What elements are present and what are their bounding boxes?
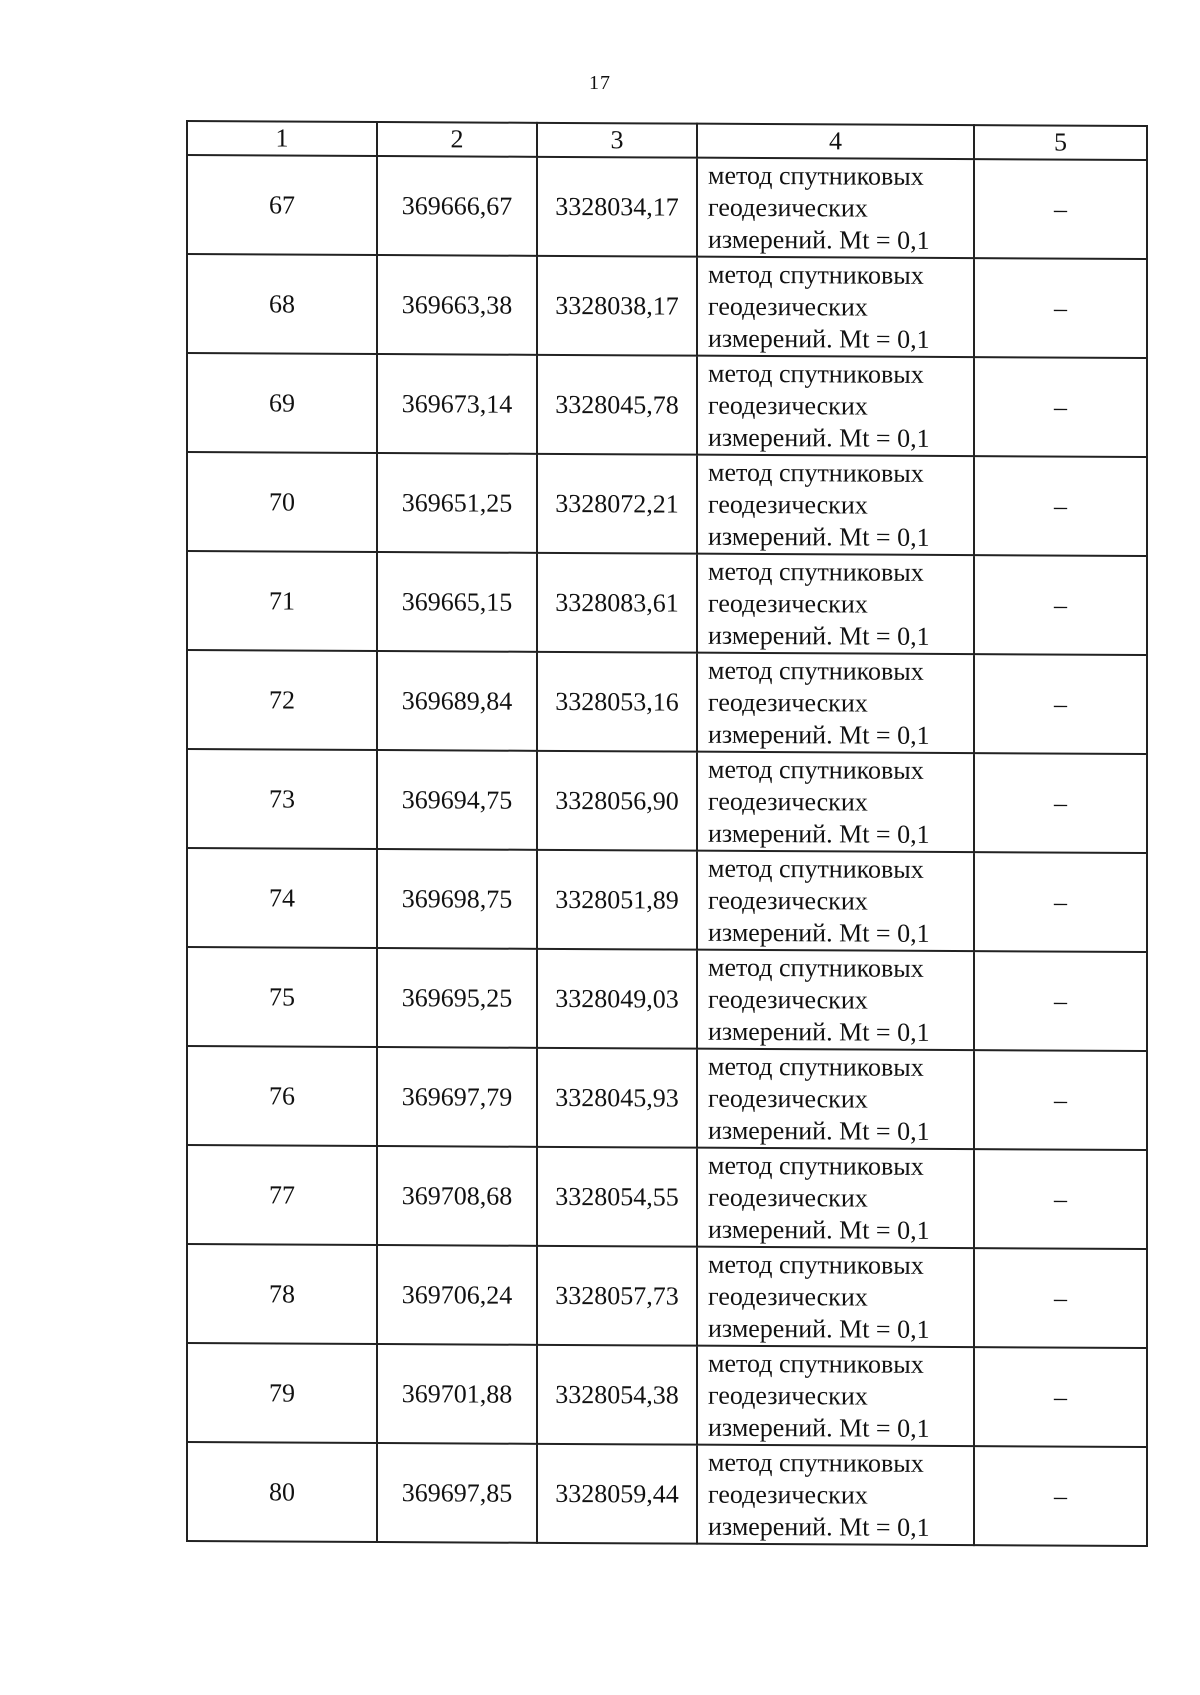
method-line: геодезических: [708, 1479, 868, 1510]
method-line: метод спутниковых: [708, 754, 924, 785]
method-line: геодезических: [708, 885, 868, 916]
method-cell: [697, 1049, 974, 1149]
method-cell: [697, 851, 974, 951]
table-row: [187, 947, 1147, 1051]
method-line: измерений. Mt = 0,1: [708, 323, 930, 354]
point-number-cell: 80: [187, 1442, 377, 1542]
header-col-2: 2: [377, 122, 537, 157]
method-cell: [697, 158, 974, 258]
note-cell: –: [974, 159, 1147, 259]
coordinate-y-cell: 3328051,89: [537, 850, 697, 950]
method-cell: [697, 752, 974, 852]
method-line: геодезических: [708, 1380, 868, 1411]
coordinate-y-cell: 3328083,61: [537, 553, 697, 653]
coordinate-y-cell: 3328054,38: [537, 1345, 697, 1445]
coordinate-x-cell: 369695,25: [377, 948, 537, 1048]
method-line: метод спутниковых: [708, 358, 924, 389]
table-row: [187, 353, 1147, 457]
method-line: геодезических: [708, 588, 868, 619]
method-cell: [697, 653, 974, 753]
point-number-cell: 74: [187, 848, 377, 948]
note-cell: –: [974, 852, 1147, 952]
method-line: геодезических: [708, 984, 868, 1015]
method-line: геодезических: [708, 687, 868, 718]
point-number-cell: 79: [187, 1343, 377, 1443]
point-number-cell: 71: [187, 551, 377, 651]
method-line: метод спутниковых: [708, 1051, 924, 1082]
header-col-4: 4: [697, 124, 974, 159]
coordinate-x-cell: 369673,14: [377, 354, 537, 454]
coordinate-y-cell: 3328038,17: [537, 256, 697, 356]
note-cell: –: [974, 357, 1147, 457]
coordinate-x-cell: 369663,38: [377, 255, 537, 355]
table-row: [187, 452, 1147, 556]
note-cell: –: [974, 654, 1147, 754]
note-cell: –: [974, 1347, 1147, 1447]
method-line: метод спутниковых: [708, 1447, 924, 1478]
table-row: [187, 749, 1147, 853]
coordinate-y-cell: 3328057,73: [537, 1246, 697, 1346]
header-row: [187, 121, 1147, 160]
point-number-cell: 70: [187, 452, 377, 552]
header-col-1: 1: [187, 121, 377, 156]
header-col-3: 3: [537, 123, 697, 158]
method-line: геодезических: [708, 192, 868, 223]
method-line: измерений. Mt = 0,1: [708, 719, 930, 750]
method-line: измерений. Mt = 0,1: [708, 224, 930, 255]
table-body: [187, 155, 1147, 1546]
method-line: геодезических: [708, 1083, 868, 1114]
method-cell: [697, 356, 974, 456]
coordinate-y-cell: 3328059,44: [537, 1444, 697, 1544]
method-line: измерений. Mt = 0,1: [708, 818, 930, 849]
coordinate-x-cell: 369665,15: [377, 552, 537, 652]
method-line: измерений. Mt = 0,1: [708, 1016, 930, 1047]
coordinate-x-cell: 369708,68: [377, 1146, 537, 1246]
method-line: метод спутниковых: [708, 1249, 924, 1280]
table-row: [187, 1046, 1147, 1150]
coordinate-y-cell: 3328056,90: [537, 751, 697, 851]
method-line: метод спутниковых: [708, 853, 924, 884]
method-line: геодезических: [708, 390, 868, 421]
method-line: измерений. Mt = 0,1: [708, 1214, 930, 1245]
method-cell: [697, 1346, 974, 1446]
coordinates-table: [186, 120, 1148, 1547]
method-line: геодезических: [708, 1281, 868, 1312]
note-cell: –: [974, 555, 1147, 655]
method-line: измерений. Mt = 0,1: [708, 422, 930, 453]
note-cell: –: [974, 753, 1147, 853]
method-cell: [697, 1148, 974, 1248]
method-line: геодезических: [708, 291, 868, 322]
coordinate-y-cell: 3328045,93: [537, 1048, 697, 1148]
point-number-cell: 72: [187, 650, 377, 750]
page-number: 17: [589, 72, 611, 94]
method-line: измерений. Mt = 0,1: [708, 1412, 930, 1443]
method-line: геодезических: [708, 489, 868, 520]
method-cell: [697, 950, 974, 1050]
note-cell: –: [974, 258, 1147, 358]
coordinate-y-cell: 3328054,55: [537, 1147, 697, 1247]
method-line: измерений. Mt = 0,1: [708, 1115, 930, 1146]
coordinate-y-cell: 3328045,78: [537, 355, 697, 455]
method-line: метод спутниковых: [708, 1150, 924, 1181]
table-row: [187, 155, 1147, 259]
method-line: измерений. Mt = 0,1: [708, 917, 930, 948]
note-cell: –: [974, 1248, 1147, 1348]
coordinate-x-cell: 369689,84: [377, 651, 537, 751]
coordinate-x-cell: 369698,75: [377, 849, 537, 949]
method-line: метод спутниковых: [708, 160, 924, 191]
method-line: измерений. Mt = 0,1: [708, 521, 930, 552]
coordinate-y-cell: 3328034,17: [537, 157, 697, 257]
method-line: измерений. Mt = 0,1: [708, 620, 930, 651]
method-line: измерений. Mt = 0,1: [708, 1511, 930, 1542]
method-line: геодезических: [708, 786, 868, 817]
table-row: [187, 848, 1147, 952]
note-cell: –: [974, 456, 1147, 556]
method-cell: [697, 554, 974, 654]
note-cell: –: [974, 1050, 1147, 1150]
coordinate-x-cell: 369697,79: [377, 1047, 537, 1147]
coordinate-x-cell: 369666,67: [377, 156, 537, 256]
method-line: метод спутниковых: [708, 952, 924, 983]
point-number-cell: 75: [187, 947, 377, 1047]
table-row: [187, 1244, 1147, 1348]
method-line: геодезических: [708, 1182, 868, 1213]
method-line: метод спутниковых: [708, 655, 924, 686]
table-row: [187, 650, 1147, 754]
method-cell: [697, 257, 974, 357]
point-number-cell: 67: [187, 155, 377, 255]
coordinate-y-cell: 3328072,21: [537, 454, 697, 554]
table-row: [187, 1145, 1147, 1249]
point-number-cell: 78: [187, 1244, 377, 1344]
coordinate-x-cell: 369701,88: [377, 1344, 537, 1444]
table-header: [187, 121, 1147, 160]
method-cell: [697, 455, 974, 555]
table-row: [187, 1442, 1147, 1546]
header-col-5: 5: [974, 125, 1147, 160]
point-number-cell: 69: [187, 353, 377, 453]
note-cell: –: [974, 1446, 1147, 1546]
method-line: метод спутниковых: [708, 1348, 924, 1379]
method-line: метод спутниковых: [708, 259, 924, 290]
point-number-cell: 68: [187, 254, 377, 354]
point-number-cell: 76: [187, 1046, 377, 1146]
method-line: метод спутниковых: [708, 457, 924, 488]
table-row: [187, 551, 1147, 655]
coordinate-x-cell: 369706,24: [377, 1245, 537, 1345]
note-cell: –: [974, 951, 1147, 1051]
point-number-cell: 73: [187, 749, 377, 849]
table-row: [187, 1343, 1147, 1447]
point-number-cell: 77: [187, 1145, 377, 1245]
note-cell: –: [974, 1149, 1147, 1249]
coordinate-x-cell: 369651,25: [377, 453, 537, 553]
coordinate-y-cell: 3328049,03: [537, 949, 697, 1049]
coordinate-x-cell: 369694,75: [377, 750, 537, 850]
method-line: метод спутниковых: [708, 556, 924, 587]
coordinate-x-cell: 369697,85: [377, 1443, 537, 1543]
method-cell: [697, 1445, 974, 1545]
table-row: [187, 254, 1147, 358]
coordinate-y-cell: 3328053,16: [537, 652, 697, 752]
method-line: измерений. Mt = 0,1: [708, 1313, 930, 1344]
method-cell: [697, 1247, 974, 1347]
